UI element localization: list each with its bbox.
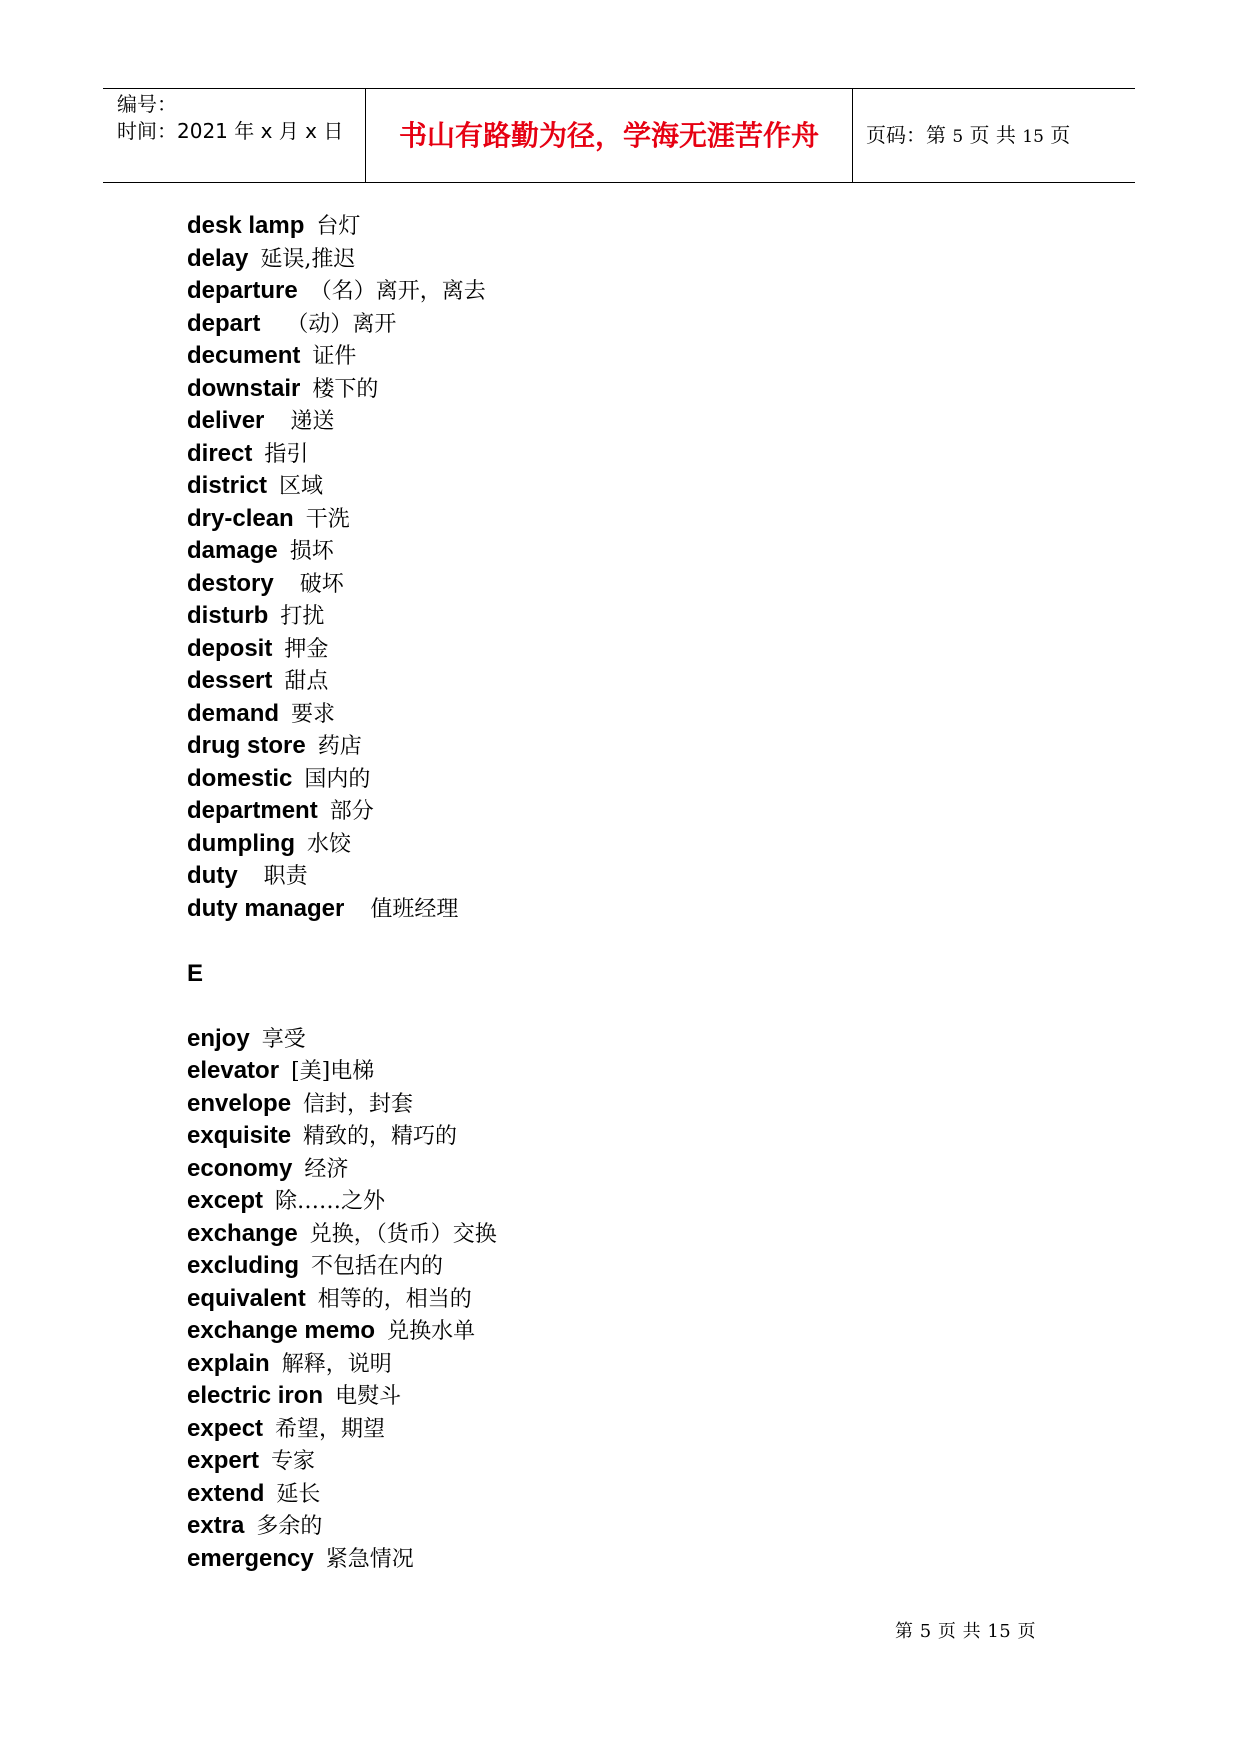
entry-chinese: 损坏 bbox=[289, 539, 334, 564]
entry-english: demand bbox=[187, 699, 280, 727]
page-prefix: 页码：第 bbox=[866, 123, 946, 147]
vocabulary-entry bbox=[187, 535, 497, 568]
vocabulary-entry bbox=[187, 828, 497, 861]
vocabulary-entry bbox=[187, 438, 497, 471]
entry-english: elevator bbox=[187, 1057, 280, 1084]
entry-chinese: 精致的，精巧的 bbox=[303, 1124, 458, 1149]
header-motto: 书山有路勤为径，学海无涯苦作舟 bbox=[398, 119, 819, 152]
entry-chinese: 延长 bbox=[276, 1481, 321, 1507]
entry-chinese: 国内的 bbox=[304, 766, 371, 792]
vocabulary-entry bbox=[187, 1510, 497, 1543]
vocabulary-entry bbox=[187, 665, 497, 698]
vocabulary-entry bbox=[187, 1153, 497, 1186]
entry-english: duty bbox=[187, 862, 238, 889]
vocabulary-entry bbox=[187, 893, 497, 926]
vocabulary-entry bbox=[187, 1543, 497, 1576]
page-footer: 第 5 页 共 15 页 bbox=[895, 1621, 1036, 1642]
entry-english: disturb bbox=[187, 602, 269, 629]
entry-chinese: 递送 bbox=[276, 409, 335, 434]
entry-chinese: 解释，说明 bbox=[281, 1351, 392, 1377]
vocabulary-entry bbox=[187, 1380, 497, 1413]
vocabulary-entry bbox=[187, 308, 497, 341]
entry-english: damage bbox=[187, 537, 278, 564]
entry-english: emergency bbox=[187, 1544, 314, 1572]
entry-english: deposit bbox=[187, 634, 273, 662]
vocabulary-entry bbox=[187, 1315, 497, 1348]
entry-english: dessert bbox=[187, 667, 273, 694]
entry-english: exchange bbox=[187, 1219, 298, 1247]
vocabulary-entry bbox=[187, 1283, 497, 1316]
vocabulary-entry bbox=[187, 1185, 497, 1218]
entry-chinese: 水饺 bbox=[306, 831, 351, 857]
header-page-cell bbox=[853, 89, 1135, 182]
entry-chinese: 紧急情况 bbox=[325, 1546, 414, 1572]
entry-chinese: 指引 bbox=[264, 441, 309, 467]
vocabulary-entry bbox=[187, 470, 497, 503]
entry-chinese: 经济 bbox=[304, 1156, 349, 1182]
header-page-code bbox=[866, 122, 1070, 150]
page-middle: 页 共 bbox=[969, 123, 1016, 147]
entry-chinese: 台灯 bbox=[316, 214, 361, 239]
document-time-label: 时间：2021 年 x 月 x 日 bbox=[117, 119, 344, 143]
vocabulary-entry bbox=[187, 698, 497, 731]
page-header bbox=[103, 88, 1135, 183]
entry-english: direct bbox=[187, 439, 253, 467]
entry-chinese: 兑换水单 bbox=[387, 1319, 476, 1344]
page-suffix: 页 bbox=[1050, 123, 1071, 147]
entry-english: enjoy bbox=[187, 1024, 250, 1052]
vocabulary-entry bbox=[187, 1413, 497, 1446]
entry-chinese: 信封，封套 bbox=[303, 1091, 414, 1117]
entry-english: deliver bbox=[187, 407, 265, 434]
entry-chinese: 打扰 bbox=[280, 604, 325, 629]
entry-chinese: 相等的，相当的 bbox=[317, 1286, 472, 1312]
header-motto-cell bbox=[366, 89, 853, 182]
entry-chinese: 兑换，（货币）交换 bbox=[309, 1221, 497, 1247]
entry-chinese: 多余的 bbox=[256, 1514, 323, 1539]
entry-chinese: 除……之外 bbox=[275, 1189, 386, 1214]
entry-english: decument bbox=[187, 342, 301, 369]
entry-english: excluding bbox=[187, 1252, 300, 1279]
vocabulary-entry bbox=[187, 373, 497, 406]
entry-chinese: 专家 bbox=[271, 1449, 316, 1474]
entry-english: drug store bbox=[187, 732, 306, 759]
entry-english: duty manager bbox=[187, 894, 345, 922]
vocabulary-entry bbox=[187, 503, 497, 536]
entry-chinese: 押金 bbox=[284, 636, 329, 662]
vocabulary-entry bbox=[187, 1218, 497, 1251]
vocabulary-entry bbox=[187, 340, 497, 373]
entry-chinese: 希望，期望 bbox=[275, 1416, 386, 1442]
entry-chinese: 要求 bbox=[291, 701, 336, 727]
entry-chinese: 电熨斗 bbox=[335, 1384, 402, 1409]
vocabulary-entry bbox=[187, 795, 497, 828]
entry-english: district bbox=[187, 472, 268, 499]
entry-english: expect bbox=[187, 1414, 264, 1442]
entry-english: exquisite bbox=[187, 1122, 292, 1149]
vocabulary-entry bbox=[187, 1055, 497, 1088]
vocabulary-entry bbox=[187, 1478, 497, 1511]
entry-english: extra bbox=[187, 1512, 245, 1539]
entry-chinese: （动）离开 bbox=[272, 311, 397, 337]
entry-chinese: 甜点 bbox=[284, 669, 329, 694]
vocabulary-entry bbox=[187, 730, 497, 763]
vocabulary-entry bbox=[187, 210, 497, 243]
entry-english: domestic bbox=[187, 764, 293, 792]
entry-chinese: 楼下的 bbox=[312, 376, 379, 402]
page-total: 15 bbox=[1022, 127, 1044, 147]
vocabulary-entry bbox=[187, 1250, 497, 1283]
header-info-cell bbox=[103, 89, 366, 182]
entry-english: departure bbox=[187, 277, 298, 304]
vocabulary-entry bbox=[187, 405, 497, 438]
section-heading-e: E bbox=[187, 959, 204, 987]
entry-english: equivalent bbox=[187, 1284, 306, 1312]
entry-english: delay bbox=[187, 244, 249, 272]
vocabulary-entry bbox=[187, 1088, 497, 1121]
entry-english: downstair bbox=[187, 374, 301, 402]
entry-chinese: 破坏 bbox=[285, 571, 344, 597]
entry-english: dry-clean bbox=[187, 504, 294, 532]
entry-english: exchange memo bbox=[187, 1317, 376, 1344]
vocabulary-entry bbox=[187, 275, 497, 308]
entry-english: economy bbox=[187, 1154, 293, 1182]
entry-english: expert bbox=[187, 1447, 260, 1474]
vocabulary-entry bbox=[187, 860, 497, 893]
entry-chinese: 干洗 bbox=[305, 506, 350, 532]
entry-chinese: 延误,推迟 bbox=[260, 246, 356, 272]
entry-chinese: 药店 bbox=[317, 734, 362, 759]
vocabulary-entry bbox=[187, 1348, 497, 1381]
entry-english: extend bbox=[187, 1479, 265, 1507]
vocabulary-entry bbox=[187, 763, 497, 796]
entry-english: dumpling bbox=[187, 829, 295, 857]
vocabulary-entry bbox=[187, 600, 497, 633]
vocabulary-entry bbox=[187, 1023, 497, 1056]
entry-english: explain bbox=[187, 1349, 270, 1377]
entry-chinese: [美]电梯 bbox=[291, 1059, 375, 1084]
entry-english: depart bbox=[187, 309, 261, 337]
entry-english: except bbox=[187, 1187, 264, 1214]
entry-english: envelope bbox=[187, 1089, 292, 1117]
entry-english: desk lamp bbox=[187, 212, 305, 239]
page-number: 5 bbox=[952, 127, 964, 147]
entry-english: destory bbox=[187, 569, 274, 597]
entry-chinese: 部分 bbox=[329, 799, 374, 824]
vocabulary-list bbox=[187, 210, 497, 1575]
vocabulary-entry bbox=[187, 568, 497, 601]
entry-english: department bbox=[187, 797, 318, 824]
vocabulary-group-d bbox=[187, 210, 497, 925]
vocabulary-entry bbox=[187, 1445, 497, 1478]
entry-chinese: 享受 bbox=[261, 1026, 306, 1052]
entry-chinese: （名）离开，离去 bbox=[309, 279, 486, 304]
vocabulary-entry bbox=[187, 1120, 497, 1153]
entry-chinese: 区域 bbox=[279, 474, 324, 499]
entry-english: electric iron bbox=[187, 1382, 324, 1409]
document-number-label: 编号： bbox=[117, 92, 177, 116]
entry-chinese: 不包括在内的 bbox=[311, 1254, 444, 1279]
vocabulary-entry bbox=[187, 633, 497, 666]
entry-chinese: 证件 bbox=[312, 344, 357, 369]
vocabulary-group-e bbox=[187, 1023, 497, 1576]
entry-chinese: 职责 bbox=[249, 864, 308, 889]
vocabulary-entry bbox=[187, 243, 497, 276]
entry-chinese: 值班经理 bbox=[356, 896, 459, 922]
